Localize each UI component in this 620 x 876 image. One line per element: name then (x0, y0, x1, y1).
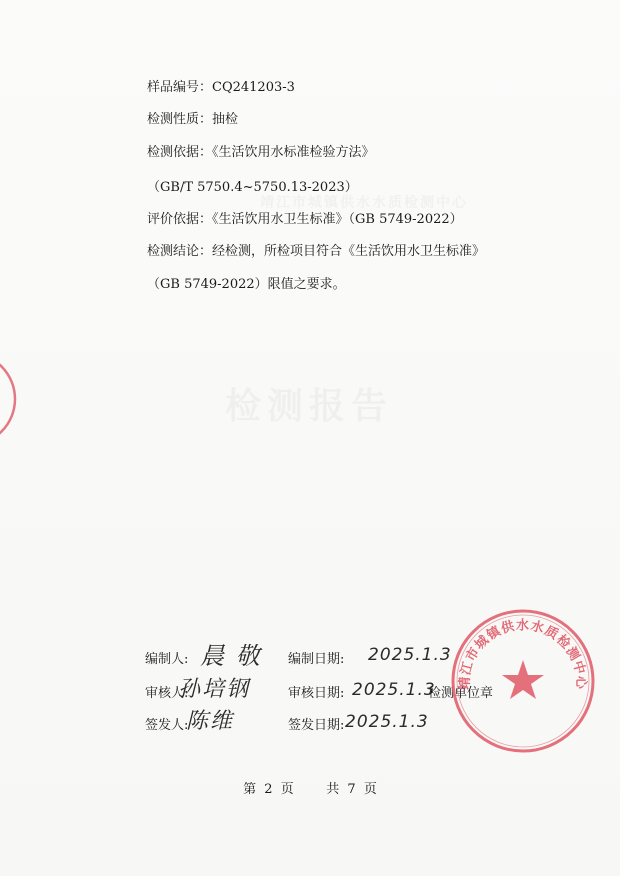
total-unit: 页 (363, 782, 377, 797)
page-prefix: 第 (243, 782, 257, 797)
conclusion-continued-line: （GB 5749-2022）限值之要求。 (147, 277, 346, 292)
total-pages: 7 (347, 782, 356, 797)
star-icon (502, 660, 544, 699)
unit-seal-label: 检测单位章 (428, 686, 494, 701)
issue-date: 2025.1.3 (345, 712, 429, 732)
total-prefix: 共 (326, 782, 340, 797)
test-basis-standard-line: （GB/T 5750.4~5750.13-2023） (147, 180, 358, 195)
official-seal (448, 606, 598, 756)
issuer-signature: 陈维 (186, 709, 235, 734)
compile-date-label: 编制日期: (288, 652, 345, 667)
review-date-label: 审核日期: (288, 686, 345, 701)
page-unit: 页 (280, 782, 294, 797)
seal-text: 靖江市城镇供水水质检测中心 (457, 618, 589, 690)
reviewer-label: 审核人: (145, 686, 189, 701)
watermark-title: 检测报告 (225, 386, 394, 427)
issue-date-label: 签发日期: (288, 718, 345, 733)
edge-seal (0, 344, 34, 454)
page-footer (0, 778, 620, 797)
watermark-org: 靖江市城镇供水水质检测中心 (260, 195, 468, 211)
review-date: 2025.1.3 (352, 680, 436, 700)
test-type-line: 检测性质：抽检 (147, 112, 239, 127)
issuer-label: 签发人: (145, 718, 189, 733)
compile-date: 2025.1.3 (368, 645, 452, 665)
compiler-label: 编制人: (145, 652, 189, 667)
page-number: 2 (264, 782, 273, 797)
conclusion-line: 检测结论：经检测，所检项目符合《生活饮用水卫生标准》 (147, 244, 486, 259)
compiler-signature: 晨 敬 (200, 642, 262, 670)
reviewer-signature: 孙培钢 (178, 677, 251, 702)
test-basis-line: 检测依据：《生活饮用水标准检验方法》 (147, 145, 375, 160)
sample-number-line: 样品编号：CQ241203-3 (147, 80, 295, 95)
evaluation-basis-line: 评价依据：《生活饮用水卫生标准》（GB 5749-2022） (147, 212, 463, 227)
